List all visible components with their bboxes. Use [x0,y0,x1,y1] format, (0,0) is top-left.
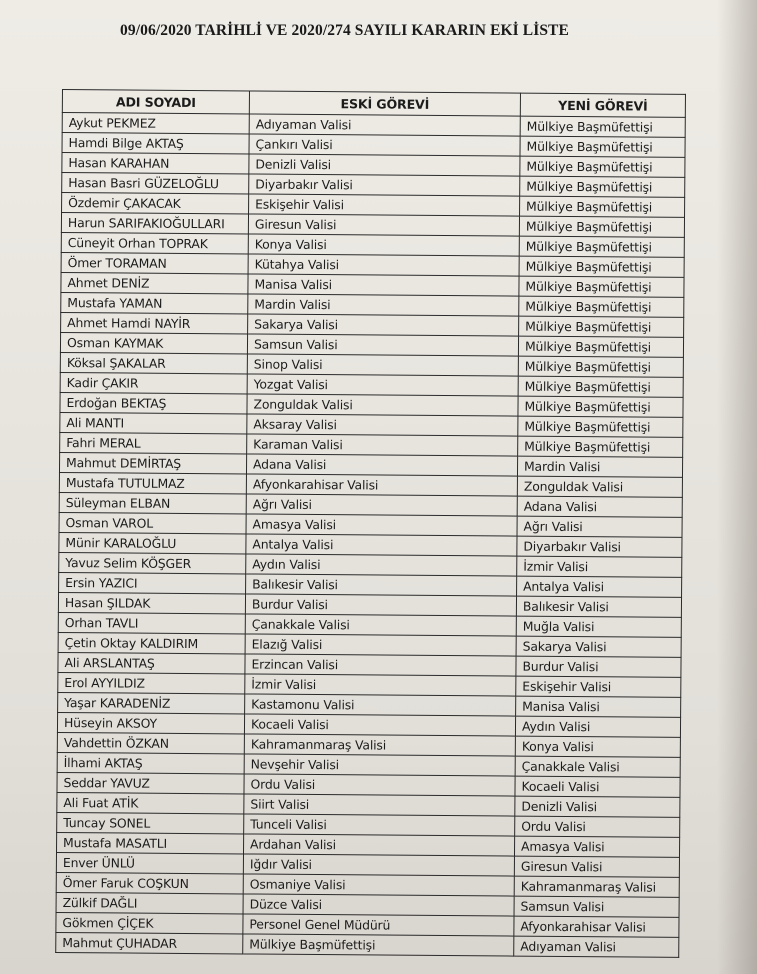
name-cell: Hüseyin AKSOY [57,712,244,733]
new-role-cell: Mülkiye Başmüfettişi [519,276,684,297]
name-cell: Gökmen ÇİÇEK [56,912,243,933]
new-role-cell: Diyarbakır Valisi [517,536,682,557]
new-role-cell: Mülkiye Başmüfettişi [518,436,683,457]
new-role-cell: Samsun Valisi [514,896,679,917]
name-cell: Mustafa YAMAN [61,292,248,313]
new-role-cell: Aydın Valisi [515,716,680,737]
name-cell: Fahri MERAL [60,432,247,453]
new-role-cell: Kocaeli Valisi [515,776,680,797]
header-new-role: YENİ GÖREVİ [520,93,685,117]
new-role-cell: Manisa Valisi [516,696,681,717]
new-role-cell: İzmir Valisi [517,556,682,577]
old-role-cell: Iğdır Valisi [243,854,514,876]
old-role-cell: Siirt Valisi [244,794,515,816]
new-role-cell: Mülkiye Başmüfettişi [520,116,685,137]
header-old-role: ESKİ GÖREVİ [249,91,520,116]
name-cell: Harun SARIFAKIOĞULLARI [61,213,248,234]
name-cell: Tuncay SONEL [57,812,244,833]
name-cell: Osman VAROL [59,512,246,533]
name-cell: Mahmut DEMİRTAŞ [59,452,246,473]
name-cell: Yaşar KARADENİZ [58,692,245,713]
new-role-cell: Çanakkale Valisi [515,756,680,777]
name-cell: Köksal ŞAKALAR [60,352,247,373]
name-cell: Hasan Basri GÜZELOĞLU [62,173,249,194]
new-role-cell: Adana Valisi [517,496,682,517]
new-role-cell: Mülkiye Başmüfettişi [519,236,684,257]
name-cell: Ahmet DENİZ [61,272,248,293]
name-cell: Özdemir ÇAKACAK [62,193,249,214]
name-cell: Erol AYYILDIZ [58,672,245,693]
old-role-cell: Sinop Valisi [247,354,518,376]
old-role-cell: Denizli Valisi [249,154,520,176]
name-cell: Mustafa TUTULMAZ [59,472,246,493]
new-role-cell: Ordu Valisi [515,816,680,837]
new-role-cell: Ağrı Valisi [517,516,682,537]
name-cell: Ali ARSLANTAŞ [58,652,245,673]
old-role-cell: Mardin Valisi [248,294,519,316]
table-body [56,113,686,958]
old-role-cell: Afyonkarahisar Valisi [246,474,517,496]
name-cell: Enver ÜNLÜ [56,852,243,873]
old-role-cell: Kütahya Valisi [248,254,519,276]
old-role-cell: Nevşehir Valisi [244,754,515,776]
old-role-cell: Eskişehir Valisi [249,194,520,216]
name-cell: Erdoğan BEKTAŞ [60,392,247,413]
old-role-cell: Çankırı Valisi [249,134,520,156]
new-role-cell: Mardin Valisi [517,456,682,477]
name-cell: Ömer TORAMAN [61,252,248,273]
appointment-table [55,89,686,958]
old-role-cell: Mülkiye Başmüfettişi [243,934,514,956]
name-cell: Ali Fuat ATİK [57,792,244,813]
old-role-cell: İzmir Valisi [245,674,516,696]
new-role-cell: Mülkiye Başmüfettişi [519,316,684,337]
name-cell: Ahmet Hamdi NAYİR [61,312,248,333]
new-role-cell: Giresun Valisi [514,856,679,877]
name-cell: Kadir ÇAKIR [60,372,247,393]
new-role-cell: Balıkesir Valisi [516,596,681,617]
old-role-cell: Manisa Valisi [248,274,519,296]
old-role-cell: Kocaeli Valisi [244,714,515,736]
name-cell: Ersin YAZICI [59,572,246,593]
name-cell: Mahmut ÇUHADAR [56,932,243,953]
new-role-cell: Burdur Valisi [516,656,681,677]
name-cell: Ömer Faruk COŞKUN [56,872,243,893]
name-cell: Münir KARALOĞLU [59,532,246,553]
old-role-cell: Burdur Valisi [245,594,516,616]
old-role-cell: Ardahan Valisi [243,834,514,856]
name-cell: Hasan ŞILDAK [58,592,245,613]
new-role-cell: Mülkiye Başmüfettişi [519,296,684,317]
old-role-cell: Ordu Valisi [244,774,515,796]
name-cell: Hamdi Bilge AKTAŞ [62,133,249,154]
old-role-cell: Elazığ Valisi [245,634,516,656]
name-cell: Vahdettin ÖZKAN [57,732,244,753]
new-role-cell: Denizli Valisi [515,796,680,817]
new-role-cell: Mülkiye Başmüfettişi [520,176,685,197]
new-role-cell: Sakarya Valisi [516,636,681,657]
name-cell: Yavuz Selim KÖŞGER [59,552,246,573]
name-cell: Cüneyit Orhan TOPRAK [61,232,248,253]
new-role-cell: Mülkiye Başmüfettişi [518,396,683,417]
new-role-cell: Mülkiye Başmüfettişi [518,356,683,377]
new-role-cell: Amasya Valisi [514,836,679,857]
name-cell: Osman KAYMAK [60,332,247,353]
new-role-cell: Adıyaman Valisi [514,936,679,957]
document-title: 09/06/2020 TARİHLİ VE 2020/274 SAYILI KARARIN EKİ LİSTE [120,22,569,39]
name-cell: Seddar YAVUZ [57,772,244,793]
old-role-cell: Erzincan Valisi [245,654,516,676]
old-role-cell: Osmaniye Valisi [243,874,514,896]
name-cell: Orhan TAVLI [58,612,245,633]
old-role-cell: Aksaray Valisi [247,414,518,436]
old-role-cell: Konya Valisi [248,234,519,256]
old-role-cell: Kahramanmaraş Valisi [244,734,515,756]
new-role-cell: Mülkiye Başmüfettişi [520,136,685,157]
old-role-cell: Karaman Valisi [247,434,518,456]
new-role-cell: Eskişehir Valisi [516,676,681,697]
new-role-cell: Zonguldak Valisi [517,476,682,497]
new-role-cell: Mülkiye Başmüfettişi [519,216,684,237]
old-role-cell: Çanakkale Valisi [245,614,516,636]
name-cell: Mustafa MASATLI [57,832,244,853]
old-role-cell: Zonguldak Valisi [247,394,518,416]
new-role-cell: Afyonkarahisar Valisi [514,916,679,937]
new-role-cell: Mülkiye Başmüfettişi [520,156,685,177]
old-role-cell: Diyarbakır Valisi [249,174,520,196]
old-role-cell: Sakarya Valisi [248,314,519,336]
page-shadow [717,0,757,974]
old-role-cell: Personel Genel Müdürü [243,914,514,936]
header-name: ADI SOYADI [62,90,249,114]
name-cell: Hasan KARAHAN [62,153,249,174]
old-role-cell: Tunceli Valisi [244,814,515,836]
old-role-cell: Yozgat Valisi [247,374,518,396]
new-role-cell: Muğla Valisi [516,616,681,637]
old-role-cell: Ağrı Valisi [246,494,517,516]
old-role-cell: Amasya Valisi [246,514,517,536]
old-role-cell: Düzce Valisi [243,894,514,916]
old-role-cell: Aydın Valisi [246,554,517,576]
name-cell: Çetin Oktay KALDIRIM [58,632,245,653]
old-role-cell: Adıyaman Valisi [249,114,520,136]
name-cell: Aykut PEKMEZ [62,113,249,134]
new-role-cell: Konya Valisi [515,736,680,757]
old-role-cell: Kastamonu Valisi [245,694,516,716]
name-cell: İlhami AKTAŞ [57,752,244,773]
new-role-cell: Kahramanmaraş Valisi [514,876,679,897]
new-role-cell: Mülkiye Başmüfettişi [518,376,683,397]
new-role-cell: Antalya Valisi [517,576,682,597]
old-role-cell: Giresun Valisi [248,214,519,236]
new-role-cell: Mülkiye Başmüfettişi [520,196,685,217]
new-role-cell: Mülkiye Başmüfettişi [518,336,683,357]
old-role-cell: Antalya Valisi [246,534,517,556]
new-role-cell: Mülkiye Başmüfettişi [518,416,683,437]
old-role-cell: Adana Valisi [246,454,517,476]
old-role-cell: Samsun Valisi [247,334,518,356]
new-role-cell: Mülkiye Başmüfettişi [519,256,684,277]
name-cell: Süleyman ELBAN [59,492,246,513]
old-role-cell: Balıkesir Valisi [246,574,517,596]
name-cell: Zülkif DAĞLI [56,892,243,913]
table-row [56,932,679,957]
name-cell: Ali MANTI [60,412,247,433]
